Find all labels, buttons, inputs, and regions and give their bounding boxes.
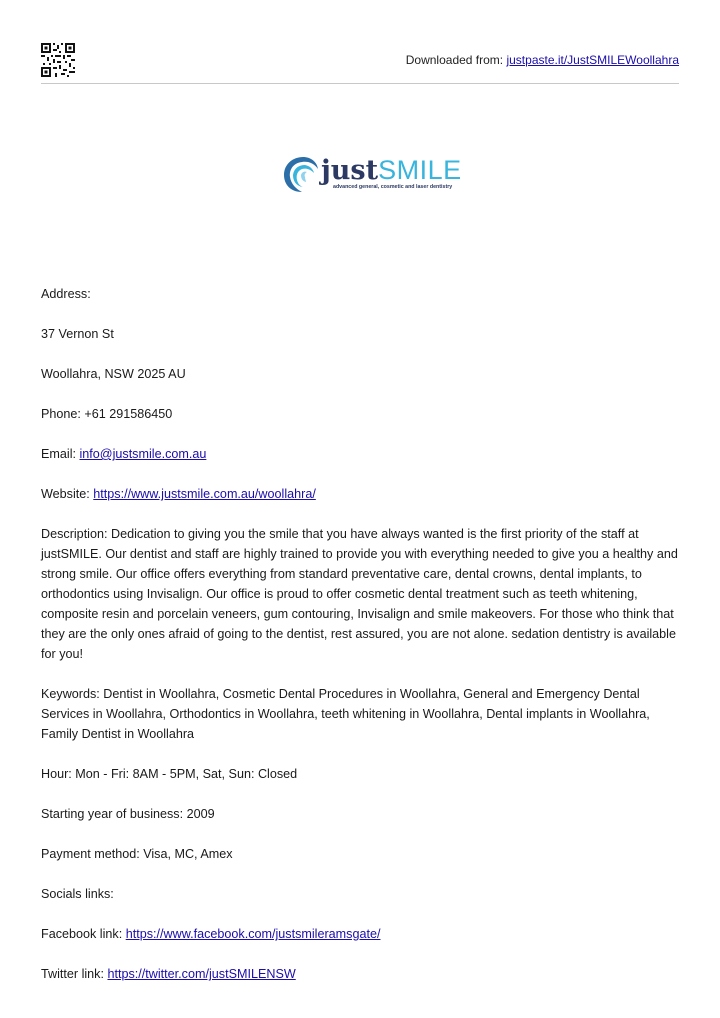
twitter-link[interactable]: https://twitter.com/justSMILENSW: [107, 967, 296, 981]
facebook-link[interactable]: https://www.facebook.com/justsmileramsgate/: [125, 927, 381, 941]
description-paragraph: Description: Dedication to giving you the smile that you have always wanted is the first priority of the staff at justSMILE. Our dentist and staff are highly trained to provide you with everything needed to give you a healthy and strong smile. Our office offers everything from standard preventative care, dental crowns, dental implants, to orthodontics using Invisalign. Our office is proud to offer cosmetic dental treatment such as teeth whitening, composite resin and porcelain veneers, gum contouring, Invisalign and smile makeovers. For those who think that they are the only ones afraid of going to the dentist, rest assured, you are not alone. sedation dentistry is available for you!: [41, 527, 678, 661]
email-line: [41, 444, 681, 464]
twitter-label: Twitter link:: [41, 967, 108, 981]
swirl-logo-icon: [281, 153, 323, 195]
source-link[interactable]: justpaste.it/JustSMILEWoollahra: [506, 53, 679, 67]
business-details: [41, 284, 681, 1004]
logo-word-smile: SMILE: [378, 155, 462, 185]
downloaded-from: [406, 53, 679, 67]
website-line: [41, 484, 681, 504]
website-link[interactable]: https://www.justsmile.com.au/woollahra/: [93, 487, 316, 501]
payment-line: Payment method: Visa, MC, Amex: [41, 847, 233, 861]
qr-code-icon: [41, 43, 75, 77]
street-address: 37 Vernon St: [41, 327, 114, 341]
downloaded-label: Downloaded from:: [405, 53, 507, 67]
city-address: Woollahra, NSW 2025 AU: [41, 367, 186, 381]
twitter-line: [41, 964, 681, 984]
keywords-paragraph: Keywords: Dentist in Woollahra, Cosmetic Dental Procedures in Woollahra, General and Emergency Dental Services in Woollahra, Orthodontics in Woollahra, teeth whitening in Woollahra, Dental implants in Woollahra, Family Dentist in Woollahra: [41, 687, 650, 741]
facebook-line: [41, 924, 681, 944]
phone-line: Phone: +61 291586450: [41, 407, 173, 421]
logo-wordmark: [321, 155, 462, 186]
justsmile-logo: [281, 153, 462, 195]
starting-year-line: Starting year of business: 2009: [41, 807, 215, 821]
hours-line: Hour: Mon - Fri: 8AM - 5PM, Sat, Sun: Closed: [41, 767, 298, 781]
page-header: [41, 43, 679, 84]
logo-tagline: advanced general, cosmetic and laser dentistry: [333, 184, 453, 190]
email-link[interactable]: info@justsmile.com.au: [79, 447, 207, 461]
facebook-label: Facebook link:: [41, 927, 126, 941]
address-label: Address:: [41, 287, 91, 301]
socials-label: Socials links:: [41, 887, 114, 901]
logo-word-just: just: [321, 155, 379, 186]
website-label: Website:: [41, 487, 94, 501]
email-label: Email:: [41, 447, 80, 461]
